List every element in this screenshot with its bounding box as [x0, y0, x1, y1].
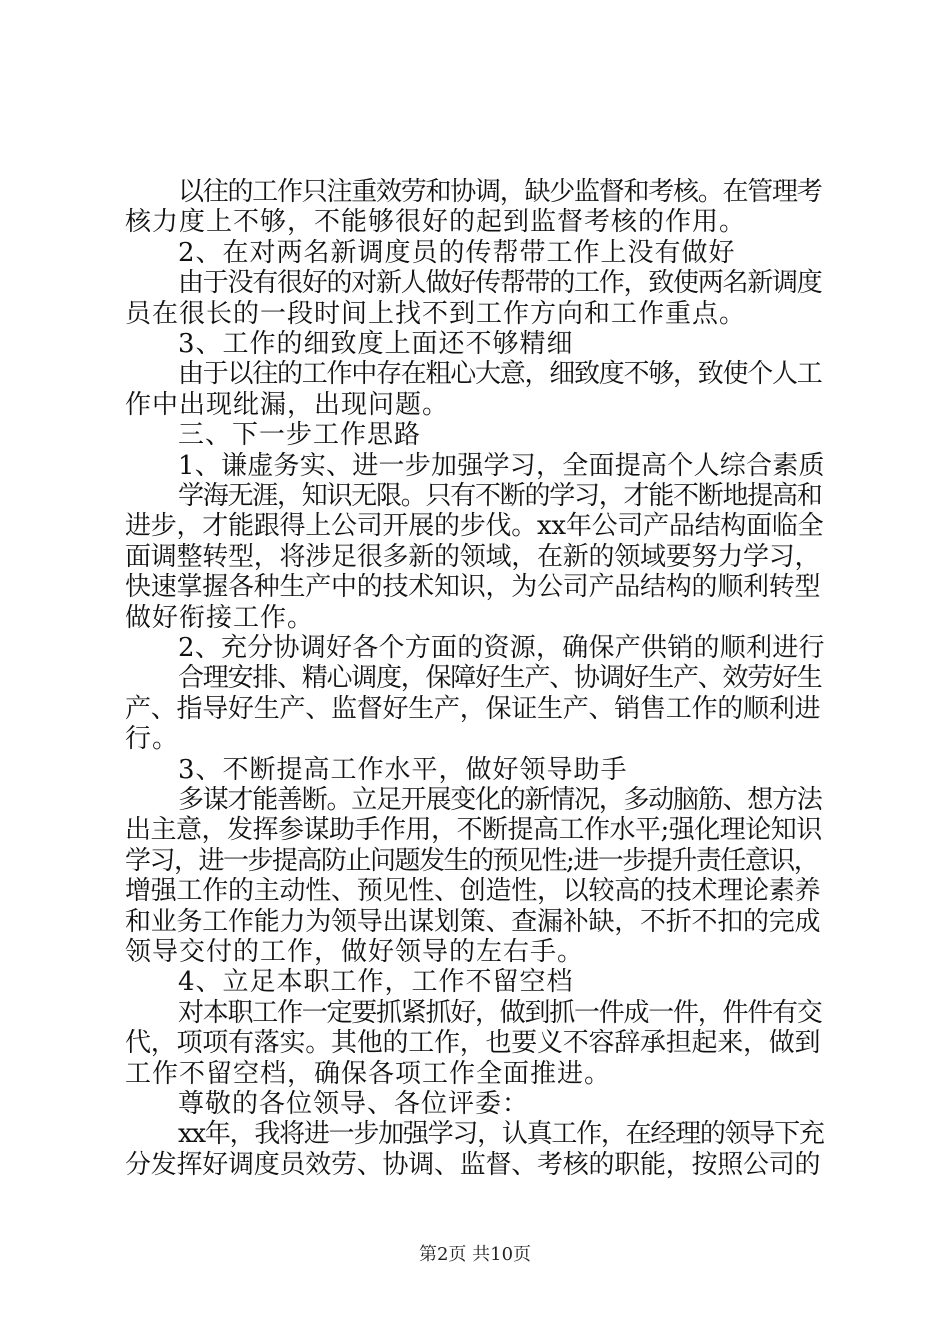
- paragraph-line: 领导交付的工作，做好领导的左右手。: [125, 937, 585, 967]
- paragraph-line: 多谋才能善断。立足开展变化的新情况，多动脑筋、想方法: [178, 785, 822, 815]
- paragraph-line: 4、立足本职工作，工作不留空档: [178, 967, 574, 998]
- paragraph-line: 学海无涯，知识无限。只有不断的学习，才能不断地提高和: [178, 481, 822, 511]
- paragraph-line: 快速掌握各种生产中的技术知识，为公司产品结构的顺利转型: [125, 572, 821, 603]
- paragraph-line: 3、不断提高工作水平，做好领导助手: [178, 754, 628, 785]
- paragraph-line: 分发挥好调度员效劳、协调、监督、考核的职能，按照公司的: [125, 1149, 821, 1180]
- paragraph-line: 进步，才能跟得上公司开展的步伐。xx年公司产品结构面临全: [125, 511, 824, 542]
- paragraph-line: 2、充分协调好各个方面的资源，确保产供销的顺利进行: [178, 633, 825, 663]
- paragraph-line: xx年，我将进一步加强学习，认真工作，在经理的领导下充: [178, 1119, 824, 1150]
- paragraph-line: 核力度上不够，不能够很好的起到监督考核的作用。: [125, 207, 747, 238]
- paragraph-line: 由于没有很好的对新人做好传帮带的工作，致使两名新调度: [178, 268, 822, 299]
- paragraph-line: 作中出现纰漏，出现问题。: [125, 389, 450, 420]
- paragraph-line: 工作不留空档，确保各项工作全面推进。: [125, 1058, 612, 1089]
- paragraph-line: 员在很长的一段时间上找不到工作方向和工作重点。: [125, 298, 747, 329]
- paragraph-line: 行。: [125, 724, 180, 755]
- paragraph-line: 产、指导好生产、监督好生产，保证生产、销售工作的顺利进: [125, 693, 821, 724]
- paragraph-line: 尊敬的各位领导、各位评委：: [178, 1089, 530, 1119]
- paragraph-line: 以往的工作只注重效劳和协调，缺少监督和考核。在管理考: [178, 177, 822, 207]
- paragraph-line: 合理安排、精心调度，保障好生产、协调好生产、效劳好生: [178, 663, 822, 694]
- paragraph-line: 由于以往的工作中存在粗心大意，细致度不够，致使个人工: [178, 359, 822, 390]
- paragraph-line: 3、工作的细致度上面还不够精细: [178, 329, 574, 359]
- paragraph-line: 对本职工作一定要抓紧抓好，做到抓一件成一件，件件有交: [178, 997, 822, 1028]
- paragraph-line: 代，项项有落实。其他的工作，也要义不容辞承担起来，做到: [125, 1028, 821, 1059]
- paragraph-line: 做好衔接工作。: [125, 602, 315, 633]
- paragraph-line: 1、谦虚务实、进一步加强学习，全面提高个人综合素质: [178, 450, 825, 481]
- paragraph-line: 出主意，发挥参谋助手作用，不断提高工作水平;强化理论知识: [125, 815, 822, 846]
- paragraph-line: 增强工作的主动性、预见性、创造性，以较高的技术理论素养: [125, 876, 821, 907]
- page-footer: 第2页 共10页: [418, 1244, 532, 1265]
- paragraph-line: 学习，进一步提高防止问题发生的预见性;进一步提升责任意识，: [125, 845, 819, 876]
- paragraph-line: 三、下一步工作思路: [178, 420, 422, 451]
- paragraph-line: 面调整转型，将涉足很多新的领域，在新的领域要努力学习，: [125, 541, 821, 572]
- paragraph-line: 和业务工作能力为领导出谋划策、查漏补缺，不折不扣的完成: [125, 906, 821, 937]
- paragraph-line: 2、在对两名新调度员的传帮带工作上没有做好: [178, 237, 736, 268]
